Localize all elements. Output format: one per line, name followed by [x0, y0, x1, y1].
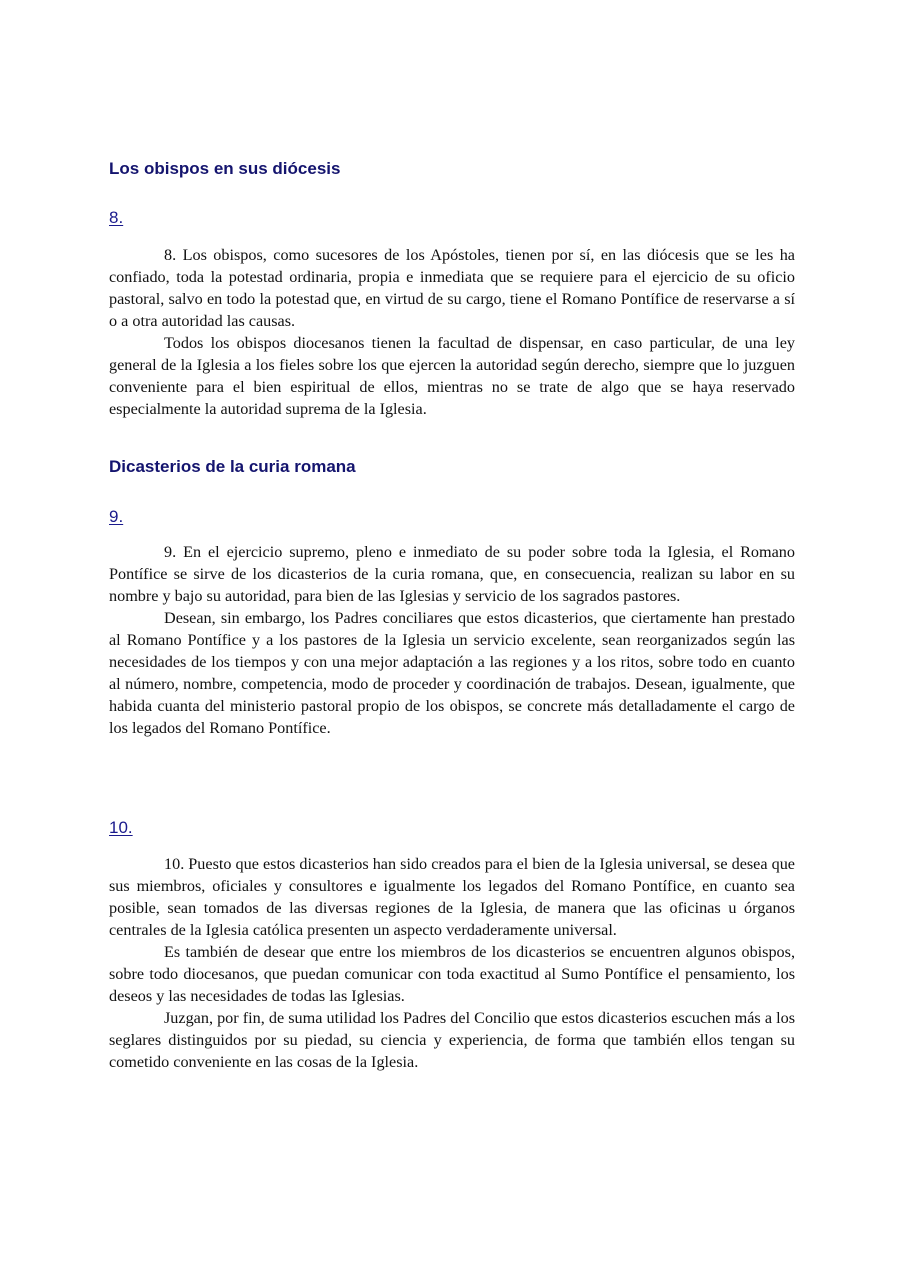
- paragraph: Todos los obispos diocesanos tienen la facultad de dispensar, en caso particular, de una ley general de la Iglesia a los fieles sobre los que ejercen la autoridad según derecho, siempre que lo juzguen conveniente para el bien espiritual de ellos, mientras no se trate de algo que se haya reservado especialmente la autoridad suprema de la Iglesia.: [109, 334, 795, 418]
- article-8-body: [109, 244, 795, 420]
- article-link-9[interactable]: 9.: [109, 507, 124, 526]
- article-10-body: [109, 853, 795, 1073]
- paragraph: Es también de desear que entre los miembros de los dicasterios se encuentren algunos obispos, sobre todo diocesanos, que puedan comunicar con toda exactitud al Sumo Pontífice el pensamiento, los deseos y las necesidades de todas las Iglesias.: [109, 943, 795, 1005]
- paragraph: Desean, sin embargo, los Padres conciliares que estos dicasterios, que ciertamente han prestado al Romano Pontífice y a los pastores de la Iglesia un servicio excelente, sean reorganizados según las necesidades de los tiempos y con una mejor adaptación a las regiones y a los ritos, sobre todo en cuanto al número, nombre, competencia, modo de proceder y coordinación de trabajos. Desean, igualmente, que habida cuanta del ministerio pastoral propio de los obispos, se concrete más detalladamente el cargo de los legados del Romano Pontífice.: [109, 609, 795, 737]
- article-link-10[interactable]: 10.: [109, 818, 133, 837]
- paragraph: 9. En el ejercicio supremo, pleno e inmediato de su poder sobre toda la Iglesia, el Romano Pontífice se sirve de los dicasterios de la curia romana, que, en consecuencia, realizan su labor en su nombre y bajo su autoridad, para bien de las Iglesias y servicio de los sagrados pastores.: [109, 543, 795, 605]
- paragraph: 8. Los obispos, como sucesores de los Apóstoles, tienen por sí, en las diócesis que se les ha confiado, toda la potestad ordinaria, propia e inmediata que se requiere para el ejercicio de su oficio pastoral, salvo en todo la potestad que, en virtud de su cargo, tiene el Romano Pontífice de reservarse a sí o a otra autoridad las causas.: [109, 246, 795, 330]
- article-9-body: [109, 541, 795, 739]
- section-heading-dicasterios: Dicasterios de la curia romana: [109, 457, 356, 476]
- section-heading-obispos-diocesis: Los obispos en sus diócesis: [109, 159, 341, 178]
- paragraph: Juzgan, por fin, de suma utilidad los Padres del Concilio que estos dicasterios escuchen más a los seglares distinguidos por su piedad, su ciencia y experiencia, de forma que también ellos tengan su cometido conveniente en las cosas de la Iglesia.: [109, 1009, 795, 1071]
- article-link-8[interactable]: 8.: [109, 208, 124, 227]
- paragraph: 10. Puesto que estos dicasterios han sido creados para el bien de la Iglesia universal, se desea que sus miembros, oficiales y consultores e igualmente los legados del Romano Pontífice, en cuanto sea posible, sean tomados de las diversas regiones de la Iglesia, de manera que las oficinas u órganos centrales de la Iglesia católica presenten un aspecto verdaderamente universal.: [109, 855, 795, 939]
